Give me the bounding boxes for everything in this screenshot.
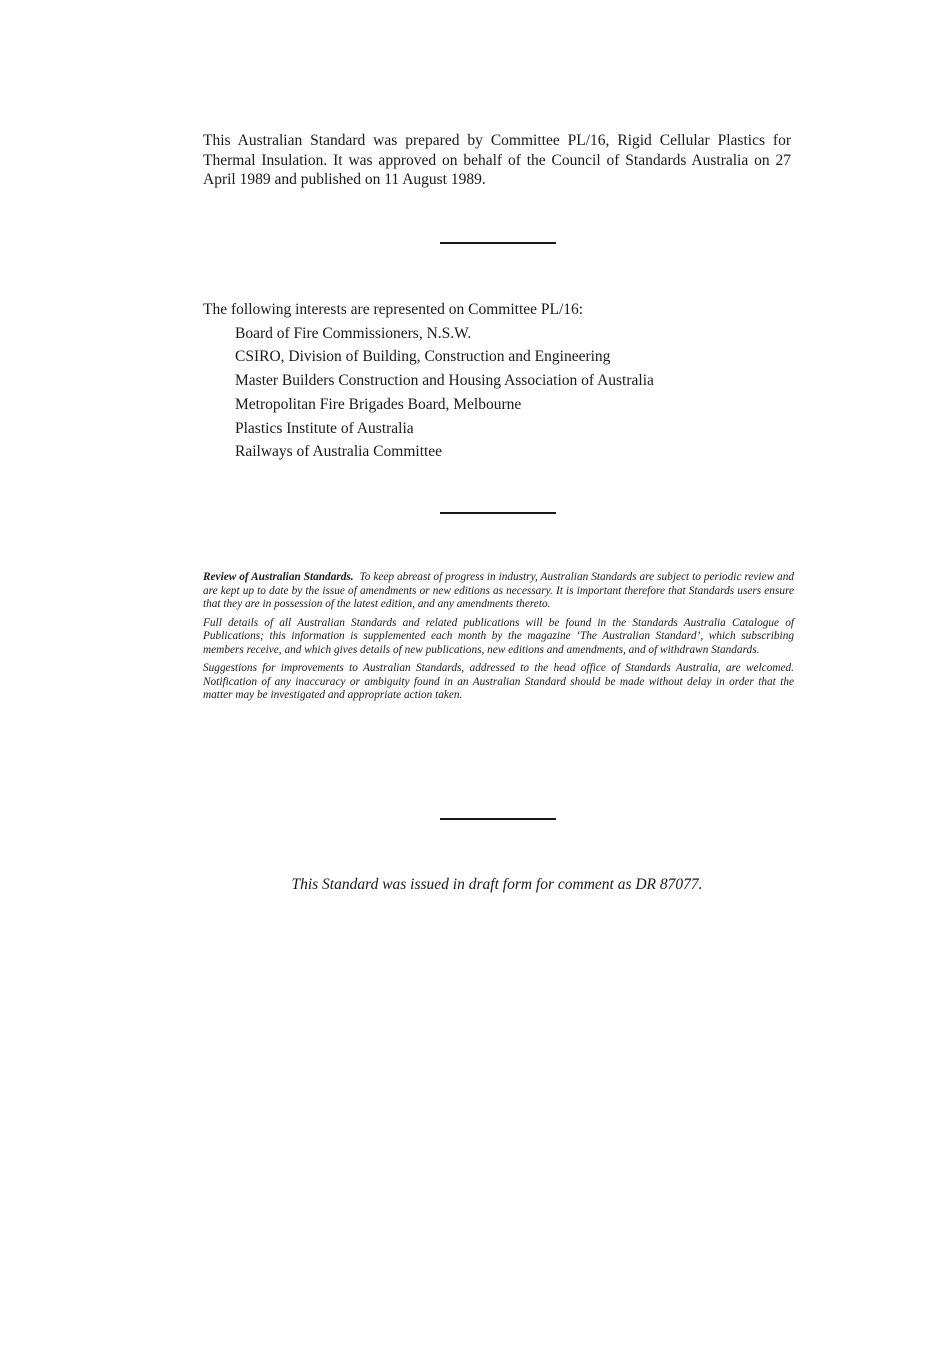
draft-note: This Standard was issued in draft form for comment as DR 87077. [291, 876, 703, 893]
preparation-statement: This Australian Standard was prepared by Committee PL/16, Rigid Cellular Plastics for Thermal Insulation. It was approved on behalf of the Council of Standards Australia on 27 April 1989 and published on 11 August 1989. [203, 132, 791, 188]
review-paragraph [203, 571, 794, 612]
section-divider [440, 818, 556, 820]
committee-heading: The following interests are represented on Committee PL/16: [203, 301, 584, 318]
committee-member: Master Builders Construction and Housing Association of Australia [235, 372, 654, 390]
committee-member: Railways of Australia Committee [235, 443, 443, 461]
committee-members-list [203, 322, 791, 464]
committee-section [203, 298, 791, 464]
committee-member: Plastics Institute of Australia [235, 419, 414, 437]
review-text: To keep abreast of progress in industry, Australian Standards are subject to periodic review and are kept up to date by the issue of amendments or new editions as necessary. It is important therefore that Standards users ensure that they are in possession of the latest edition, and any amendments thereto. [203, 571, 794, 610]
committee-member: Board of Fire Commissioners, N.S.W. [235, 324, 472, 342]
catalogue-paragraph: Full details of all Australian Standards and related publications will be found in the Standards Australia Catalogue of Publications; this information is supplemented each month by the magazine ‘The Australian Standard’, which subscribing members receive, and which gives details of new publications, new editions and amendments, and of withdrawn Standards. [203, 616, 794, 656]
review-title: Review of Australian Standards. [203, 571, 354, 583]
committee-member: Metropolitan Fire Brigades Board, Melbourne [235, 395, 522, 413]
review-notice [203, 571, 794, 708]
section-divider [440, 512, 556, 514]
committee-member: CSIRO, Division of Building, Construction and Engineering [235, 348, 611, 366]
suggestions-paragraph: Suggestions for improvements to Australian Standards, addressed to the head office of Standards Australia, are welcomed. Notification of any inaccuracy or ambiguity found in an Australian Standard should be made without delay in order that the matter may be investigated and appropriate action taken. [203, 662, 794, 701]
section-divider [440, 242, 556, 244]
